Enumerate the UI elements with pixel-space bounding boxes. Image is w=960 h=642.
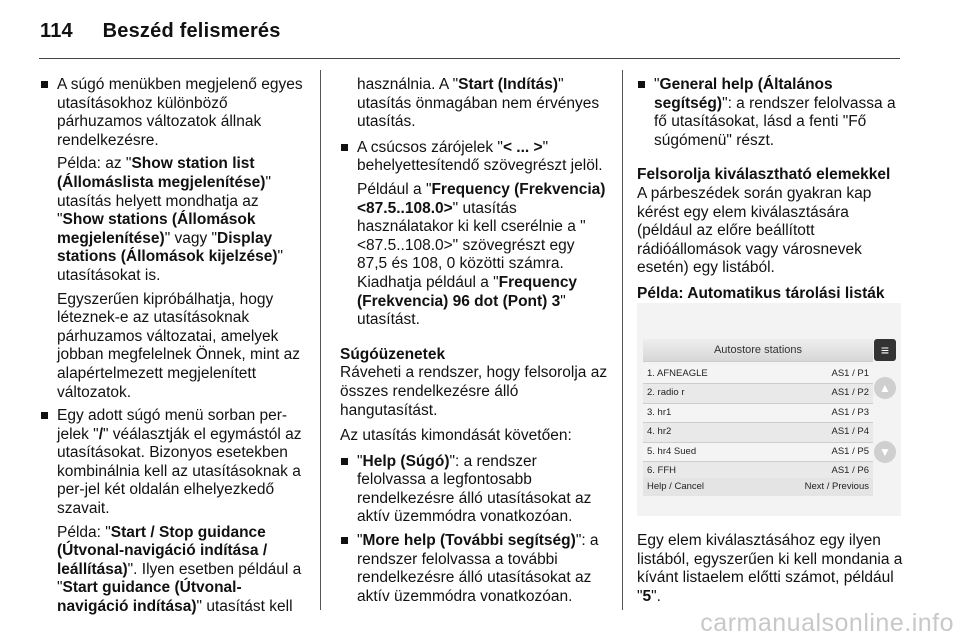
paragraph: használnia. A "Start (Indítás)" utasítás önmagában nem érvényes utasítás. bbox=[357, 76, 600, 131]
column-divider bbox=[622, 70, 623, 610]
bullet-text: "More help (További segítség)": a rendszer felolvassa a további rendelkezésre álló utasításokat az aktív üzemmódra vonatkozóan. bbox=[357, 532, 599, 605]
example-paragraph: Példa: az "Show station list (Állomáslista megjelenítése)" utasítás helyett mondhatja az "Show stations (Állomások megjelenítése)" vagy "Display stations (Állomások kijelzése)" utasításokat is. bbox=[57, 155, 284, 284]
station-name: 1. AFNEAGLE bbox=[647, 368, 708, 379]
bullet-text: A súgó menükben megjelenő egyes utasításokhoz különböző párhuzamos változatok állnak rendelkezésre. bbox=[57, 76, 303, 149]
bullet-text: Egy adott súgó menü sorban per-jelek "/" véálasztják el egymástól az utasításokat. Bizonyos esetekben kombinálnia kell az utasításoknak a per-jel két oldalán elhelyezkedő szavait. bbox=[57, 407, 302, 518]
watermark: carmanualsonline.info bbox=[700, 609, 954, 637]
station-name: 6. FFH bbox=[647, 464, 677, 476]
example-paragraph: Például a "Frequency (Frekvencia) <87.5..108.0>" utasítás használatakor ki kell cserélnie a "<87.5..108.0>" szövegrészt egy 87,5 és 108, 0 közötti számra. Kiadhatja például a "Frequency (Frekvencia) 96 dot (Pont) 3" utasítást. bbox=[357, 180, 606, 329]
station-preset: AS1 / P6 bbox=[831, 464, 869, 476]
bullet-item bbox=[340, 532, 608, 606]
bullet-icon bbox=[41, 412, 48, 419]
station-preset: AS1 / P1 bbox=[831, 368, 869, 379]
bullet-icon bbox=[41, 81, 48, 88]
arrow-down-icon: ▼ bbox=[874, 441, 896, 463]
column-1 bbox=[40, 76, 306, 622]
page-number: 114 bbox=[40, 20, 73, 42]
bullet-text: A csúcsos zárójelek "< ... >" behelyettesítendő szövegrészt jelöl. bbox=[357, 138, 603, 175]
station-preset: AS1 / P4 bbox=[831, 426, 869, 438]
bullet-item bbox=[40, 407, 306, 617]
menu-icon: ≡ bbox=[874, 339, 896, 361]
station-row bbox=[643, 423, 873, 442]
station-row bbox=[643, 384, 873, 403]
paragraph: Egyszerűen kipróbálhatja, hogy léteznek-e az utasításoknak párhuzamos változatai, amelyek jobban megfelelnek Önnek, mint az alapértelmezett megjelenített változatok. bbox=[57, 290, 300, 401]
station-name: 3. hr1 bbox=[647, 406, 672, 418]
section-heading: Felsorolja kiválasztható elemekkel bbox=[637, 166, 891, 184]
screen-side-controls bbox=[874, 339, 896, 499]
header-rule bbox=[39, 58, 900, 59]
page-header bbox=[40, 20, 281, 43]
screen-footer bbox=[643, 478, 873, 496]
station-name: 4. hr2 bbox=[647, 426, 672, 438]
station-preset: AS1 / P3 bbox=[831, 406, 869, 418]
bullet-item bbox=[40, 76, 306, 402]
paragraph: Ráveheti a rendszer, hogy felsorolja az összes rendelkezésre álló hangutasítást. bbox=[340, 364, 608, 419]
page-title: Beszéd felismerés bbox=[102, 20, 281, 42]
bullet-item bbox=[340, 453, 608, 527]
station-row bbox=[643, 443, 873, 462]
station-name: 2. radio r bbox=[647, 387, 685, 399]
station-preset: AS1 / P2 bbox=[831, 387, 869, 399]
station-preset: AS1 / P5 bbox=[831, 445, 869, 457]
station-list bbox=[643, 365, 873, 481]
arrow-up-icon: ▲ bbox=[874, 377, 896, 399]
bullet-icon bbox=[341, 458, 348, 465]
autostore-screen-figure bbox=[637, 303, 901, 516]
column-3 bbox=[637, 76, 903, 304]
help-cancel-label: Help / Cancel bbox=[647, 481, 705, 492]
station-row bbox=[643, 365, 873, 384]
screen-title: Autostore stations bbox=[643, 339, 873, 362]
bullet-icon bbox=[341, 537, 348, 544]
section-help-messages bbox=[340, 346, 608, 607]
section-heading: Súgóüzenetek bbox=[340, 345, 446, 363]
paragraph: Az utasítás kimondását követően: bbox=[340, 427, 572, 445]
station-name: 5. hr4 Sued bbox=[647, 445, 697, 457]
next-previous-label: Next / Previous bbox=[804, 481, 869, 492]
bullet-icon bbox=[638, 81, 645, 88]
column-2 bbox=[340, 76, 608, 611]
station-row bbox=[643, 404, 873, 423]
bullet-icon bbox=[341, 144, 348, 151]
bullet-text: "Help (Súgó)": a rendszer felolvassa a legfontosabb rendelkezésre álló utasításokat az aktív üzemmódra vonatkozóan. bbox=[357, 452, 592, 526]
column-divider bbox=[320, 70, 321, 610]
bullet-item bbox=[340, 139, 608, 330]
example-paragraph: Példa: "Start / Stop guidance (Útvonal-navigáció indítása / leállítása)". Ilyen esetben például a "Start guidance (Útvonal-navigáció indítása)" utasítást kell bbox=[57, 523, 302, 616]
bullet-text: "General help (Általános segítség)": a rendszer felolvassa a fő utasításokat, lásd a fenti "Fő súgómenü" részt. bbox=[654, 76, 896, 149]
paragraph: A párbeszédek során gyakran kap kérést egy elem kiválasztására (például az előre beállított rádióállomások vagy városnevek esetén) egy listából. bbox=[637, 184, 872, 277]
bullet-item bbox=[637, 76, 903, 150]
paragraph: Egy elem kiválasztásához egy ilyen listából, egyszerűen ki kell mondania a kívánt listaelem előtti számot, például "5". bbox=[637, 532, 903, 605]
example-heading: Példa: Automatikus tárolási listák bbox=[637, 284, 885, 302]
section-select-list bbox=[637, 166, 903, 303]
